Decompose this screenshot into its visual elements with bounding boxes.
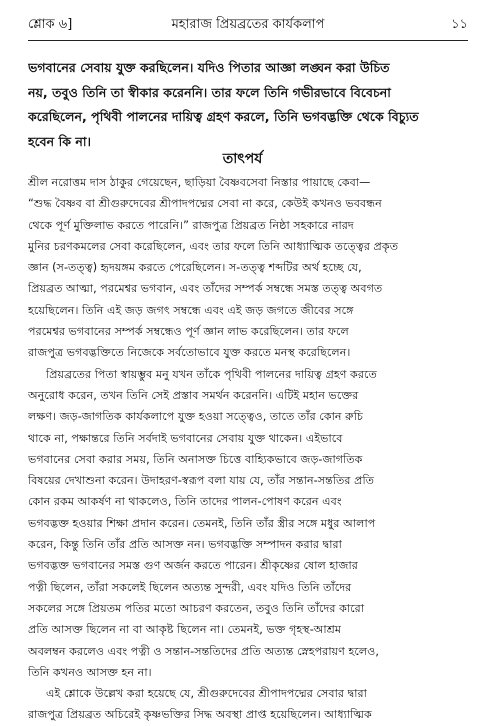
text-line: করেন, কিন্তু তিনি তাঁর প্রতি আসক্ত নন। ভগবদ্ভক্তি সম্পাদন করার দ্বারা [28, 538, 342, 552]
text-line: জ্ঞান (স-তত্ত্ব) হৃদয়ঙ্গম করতে পেরেছিলেন। স-তত্ত্ব শব্দটির অর্থ হচ্ছে যে, [28, 261, 362, 275]
purport-heading: তাৎপর্য [222, 151, 263, 167]
text-line: তিনি কখনও আসক্ত হন না। [28, 665, 152, 679]
text-line: ভগবদ্ভক্ত হওয়ার শিক্ষা প্রদান করেন। তেমনই, তিনি তাঁর স্ত্রীর সঙ্গে মধুর আলাপ [28, 516, 376, 530]
running-header [28, 14, 468, 36]
verse-reference: শ্লোক ৬] [28, 17, 73, 32]
text-line: পরমেশ্বর ভগবানের সম্পর্ক সম্বন্ধেও পূর্ণ জ্ঞান লাভ করেছিলেন। তার ফলে [28, 325, 349, 339]
text-line: হয়েছিলেন। তিনি এই জড় জগৎ সম্বন্ধে এবং এই জড় জগতে জীবের সঙ্গে [28, 303, 354, 317]
text-line: বিষয়ের দেখাশুনা করেন। উদাহরণ-স্বরূপ বলা যায় যে, তাঁর সন্তান-সন্ততির প্রতি [28, 474, 375, 488]
translation-line: নয়, তবুও তিনি তা স্বীকার করেননি। তার ফলে তিনি গভীরভাবে বিবেচনা [28, 84, 391, 100]
paragraph-3 [28, 683, 468, 726]
text-line: প্রতি আসক্ত ছিলেন না বা আকৃষ্ট ছিলেন না। তেমনই, ভক্ত গৃহস্থ-আশ্রম [28, 623, 342, 637]
text-line: মুনির চরণকমলের সেবা করেছিলেন, এবং তার ফলে তিনি আধ্যাত্মিক তত্ত্বের প্রকৃত [28, 239, 399, 253]
translation-line: হবেন কি না। [28, 133, 92, 149]
text-line: অবলম্বন করলেও এবং পত্নী ও সন্তান-সন্ততিদের প্রতি অত্যন্ত স্নেহপরায়ণ হলেও, [28, 644, 379, 658]
text-line: প্রিয়ব্রত আত্মা, পরমেশ্বর ভগবান, এবং তাঁদের সম্পর্ক সম্বন্ধে সমস্ত তত্ত্ব অবগত [28, 282, 383, 296]
paragraph-1 [28, 172, 468, 364]
header-rule [28, 40, 468, 41]
text-line: পত্নী ছিলেন, তাঁরা সকলেই ছিলেন অত্যন্ত সুন্দরী, এবং যদিও তিনি তাঁদের [28, 580, 352, 594]
text-line: লক্ষণ। জড়-জাগতিক কার্যকলাপে যুক্ত হওয়া সত্ত্বেও, তাতে তাঁর কোন রুচি [28, 410, 363, 424]
purport-body [28, 172, 468, 726]
text-line: ভগবদ্ভক্ত ভগবানের সমস্ত গুণ অর্জন করতে পারেন। শ্রীকৃষ্ণের ষোল হাজার [28, 559, 358, 573]
text-line: “শুদ্ধ বৈষ্ণব বা শ্রীগুরুদেবের শ্রীপাদপদ্মের সেবা না করে, কেউই কখনও ভববন্ধন [28, 197, 382, 211]
text-line: শ্রীল নরোত্তম দাস ঠাকুর গেয়েছেন, ছাড়িয়া বৈষ্ণবসেবা নিস্তার পায়াছে কেবা— [28, 176, 371, 189]
text-line: কোন রকম আকর্ষণ না থাকলেও, তিনি তাদের পালন-পোষণ করেন এবং [28, 495, 342, 509]
text-line: অনুরোধ করেন, তখন তিনি সেই প্রস্তাব সমর্থন করেননি। এটিই মহান ভক্তের [28, 388, 359, 402]
text-line: ভগবানের সেবা করার সময়, তিনি অনাসক্ত চিত্তে বাহ্যিকভাবে জড়-জাগতিক [28, 452, 363, 466]
paragraph-2 [28, 364, 468, 683]
translation-text [28, 56, 468, 154]
chapter-title: মহারাজ প্রিয়ব্রতের কার্যকলাপ [171, 17, 325, 32]
text-line: থাকে না, পক্ষান্তরে তিনি সর্বদাই ভগবানের সেবায় যুক্ত থাকেন। এইভাবে [28, 431, 343, 445]
text-line: থেকে পূর্ণ মুক্তিলাভ করতে পারেনি।” রাজপুত্র প্রিয়ব্রত নিষ্ঠা সহকারে নারদ [28, 218, 354, 232]
text-line: সকলের সঙ্গে প্রিয়তম পতির মতো আচরণ করতেন, তবুও তিনি তাঁদের কারো [28, 601, 365, 615]
text-line: রাজপুত্র ভগবদ্ভক্তিতে নিজেকে সর্বতোভাবে যুক্ত করতে মনস্থ করেছিলেন। [28, 346, 351, 360]
text-line: প্রিয়ব্রতের পিতা স্বায়ম্ভুব মনু যখন তাঁকে পৃথিবী পালনের দায়িত্ব গ্রহণ করতে [46, 367, 377, 381]
text-line: রাজপুত্র প্রিয়ব্রত অচিরেই কৃষ্ণভক্তির সিদ্ধ অবস্থা প্রাপ্ত হয়েছিলেন। আধ্যাত্মিক [28, 708, 372, 722]
text-line: এই শ্লোকে উল্লেখ করা হয়েছে যে, শ্রীগুরুদেবের শ্রীপাদপদ্মের সেবার দ্বারা [46, 687, 367, 701]
page-number: ১১ [451, 17, 468, 32]
translation-line: করেছিলেন, পৃথিবী পালনের দায়িত্ব গ্রহণ করলে, তিনি ভগবদ্ভক্তি থেকে বিচ্যুত [28, 109, 419, 124]
translation-line: ভগবানের সেবায় যুক্ত করছিলেন। যদিও পিতার আজ্ঞা লঙ্ঘন করা উচিত [28, 60, 390, 75]
